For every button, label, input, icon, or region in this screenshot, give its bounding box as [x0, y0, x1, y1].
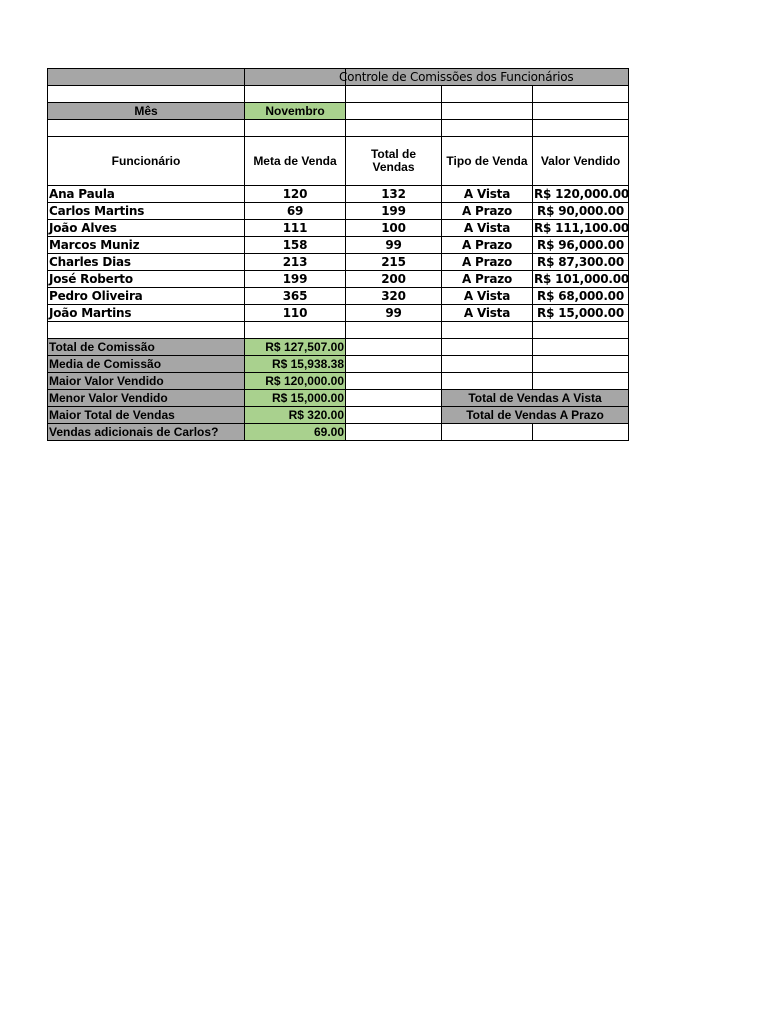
spreadsheet-table — [47, 68, 629, 441]
cell[interactable] — [346, 390, 442, 407]
summary-value[interactable]: R$ 320.00 — [245, 407, 346, 424]
cell[interactable] — [533, 322, 629, 339]
table-row — [48, 237, 629, 254]
table-row — [48, 186, 629, 203]
table-row — [48, 271, 629, 288]
table-row — [48, 220, 629, 237]
employee-total[interactable]: 215 — [346, 254, 442, 271]
table-row — [48, 254, 629, 271]
summary-label[interactable]: Total de Comissão — [48, 339, 245, 356]
cell[interactable] — [48, 322, 245, 339]
empty-row — [48, 120, 629, 137]
employee-name[interactable]: Ana Paula — [48, 186, 245, 203]
summary-row — [48, 373, 629, 390]
cell[interactable] — [533, 86, 629, 103]
month-row — [48, 103, 629, 120]
total-vista-label[interactable]: Total de Vendas A Vista — [442, 390, 629, 407]
cell[interactable] — [442, 424, 533, 441]
summary-label[interactable]: Media de Comissão — [48, 356, 245, 373]
header-goal[interactable]: Meta de Venda — [245, 137, 346, 186]
employee-name[interactable]: Charles Dias — [48, 254, 245, 271]
employee-amount[interactable]: R$ 120,000.00 — [534, 187, 630, 201]
employee-goal[interactable]: 158 — [245, 237, 346, 254]
employee-type[interactable]: A Vista — [442, 305, 533, 322]
month-value[interactable]: Novembro — [245, 103, 346, 120]
employee-amount[interactable]: R$ 111,100.00 — [534, 221, 630, 235]
cell[interactable] — [533, 424, 629, 441]
employee-type[interactable]: A Vista — [442, 288, 533, 305]
cell[interactable] — [346, 356, 442, 373]
employee-type[interactable]: A Vista — [442, 220, 533, 237]
summary-label[interactable]: Maior Valor Vendido — [48, 373, 245, 390]
employee-total[interactable]: 100 — [346, 220, 442, 237]
header-employee[interactable]: Funcionário — [48, 137, 245, 186]
empty-row — [48, 86, 629, 103]
cell[interactable] — [346, 339, 442, 356]
summary-value[interactable]: 69.00 — [245, 424, 346, 441]
employee-type[interactable]: A Prazo — [442, 254, 533, 271]
employee-goal[interactable]: 365 — [245, 288, 346, 305]
cell[interactable] — [533, 356, 629, 373]
cell[interactable] — [442, 86, 533, 103]
employee-amount[interactable]: R$ 68,000.00 — [533, 288, 629, 305]
summary-label[interactable]: Maior Total de Vendas — [48, 407, 245, 424]
table-row — [48, 203, 629, 220]
summary-row — [48, 356, 629, 373]
summary-label[interactable]: Menor Valor Vendido — [48, 390, 245, 407]
summary-row — [48, 339, 629, 356]
employee-goal[interactable]: 120 — [245, 186, 346, 203]
cell[interactable] — [533, 120, 629, 137]
title-row — [48, 69, 629, 86]
cell[interactable] — [48, 86, 245, 103]
employee-total[interactable]: 99 — [346, 237, 442, 254]
employee-amount[interactable]: R$ 96,000.00 — [533, 237, 629, 254]
header-total-sales-line1: Total de — [370, 147, 417, 161]
employee-total[interactable]: 320 — [346, 288, 442, 305]
cell[interactable] — [346, 424, 442, 441]
header-total-sales-line2: Vendas — [372, 160, 415, 174]
header-sale-type[interactable]: Tipo de Venda — [442, 137, 533, 186]
cell[interactable] — [245, 86, 346, 103]
employee-goal[interactable]: 199 — [245, 271, 346, 288]
summary-value[interactable]: R$ 120,000.00 — [245, 373, 346, 390]
cell[interactable] — [245, 322, 346, 339]
cell[interactable] — [346, 373, 442, 390]
employee-name[interactable]: José Roberto — [48, 271, 245, 288]
employee-goal[interactable]: 110 — [245, 305, 346, 322]
summary-value[interactable]: R$ 15,000.00 — [245, 390, 346, 407]
employee-type[interactable]: A Prazo — [442, 237, 533, 254]
header-row — [48, 137, 629, 186]
employee-amount[interactable]: R$ 90,000.00 — [533, 203, 629, 220]
employee-goal[interactable]: 69 — [245, 203, 346, 220]
cell[interactable] — [442, 322, 533, 339]
month-label[interactable]: Mês — [48, 103, 245, 120]
employee-name[interactable]: João Alves — [48, 220, 245, 237]
cell[interactable] — [533, 103, 629, 120]
header-amount-sold[interactable]: Valor Vendido — [533, 137, 629, 186]
cell[interactable] — [48, 120, 245, 137]
employee-type[interactable]: A Vista — [442, 186, 533, 203]
employee-name[interactable]: Marcos Muniz — [48, 237, 245, 254]
cell[interactable] — [245, 120, 346, 137]
cell[interactable] — [533, 339, 629, 356]
page-title: Controle de Comissões dos Funcionários — [339, 70, 574, 84]
summary-value[interactable]: R$ 127,507.00 — [245, 339, 346, 356]
cell[interactable] — [346, 407, 442, 424]
employee-name[interactable]: Carlos Martins — [48, 203, 245, 220]
table-row — [48, 288, 629, 305]
cell[interactable] — [442, 339, 533, 356]
title-cell[interactable] — [339, 69, 629, 86]
cell[interactable] — [442, 373, 533, 390]
table-row — [48, 305, 629, 322]
summary-row — [48, 407, 629, 424]
employee-type[interactable]: A Prazo — [442, 271, 533, 288]
empty-row — [48, 322, 629, 339]
employee-amount[interactable]: R$ 15,000.00 — [533, 305, 629, 322]
cell[interactable] — [346, 103, 442, 120]
cell[interactable] — [533, 373, 629, 390]
employee-goal[interactable]: 213 — [245, 254, 346, 271]
cell[interactable] — [442, 103, 533, 120]
summary-value[interactable]: R$ 15,938.38 — [245, 356, 346, 373]
employee-total[interactable]: 199 — [346, 203, 442, 220]
employee-total[interactable]: 99 — [346, 305, 442, 322]
cell-a1[interactable] — [48, 69, 245, 86]
employee-total[interactable]: 200 — [346, 271, 442, 288]
employee-name[interactable]: João Martins — [48, 305, 245, 322]
employee-name[interactable]: Pedro Oliveira — [48, 288, 245, 305]
employee-type[interactable]: A Prazo — [442, 203, 533, 220]
employee-amount[interactable]: R$ 87,300.00 — [533, 254, 629, 271]
cell[interactable] — [442, 120, 533, 137]
summary-row — [48, 390, 629, 407]
header-total-sales[interactable] — [346, 137, 442, 186]
cell-b1[interactable] — [245, 69, 346, 86]
summary-label[interactable]: Vendas adicionais de Carlos? — [48, 424, 245, 441]
cell[interactable] — [346, 86, 442, 103]
total-prazo-label[interactable]: Total de Vendas A Prazo — [442, 407, 629, 424]
employee-total[interactable]: 132 — [346, 186, 442, 203]
cell[interactable] — [346, 322, 442, 339]
summary-row — [48, 424, 629, 441]
cell[interactable] — [442, 356, 533, 373]
employee-goal[interactable]: 111 — [245, 220, 346, 237]
cell[interactable] — [346, 120, 442, 137]
employee-amount[interactable]: R$ 101,000.00 — [534, 272, 630, 286]
